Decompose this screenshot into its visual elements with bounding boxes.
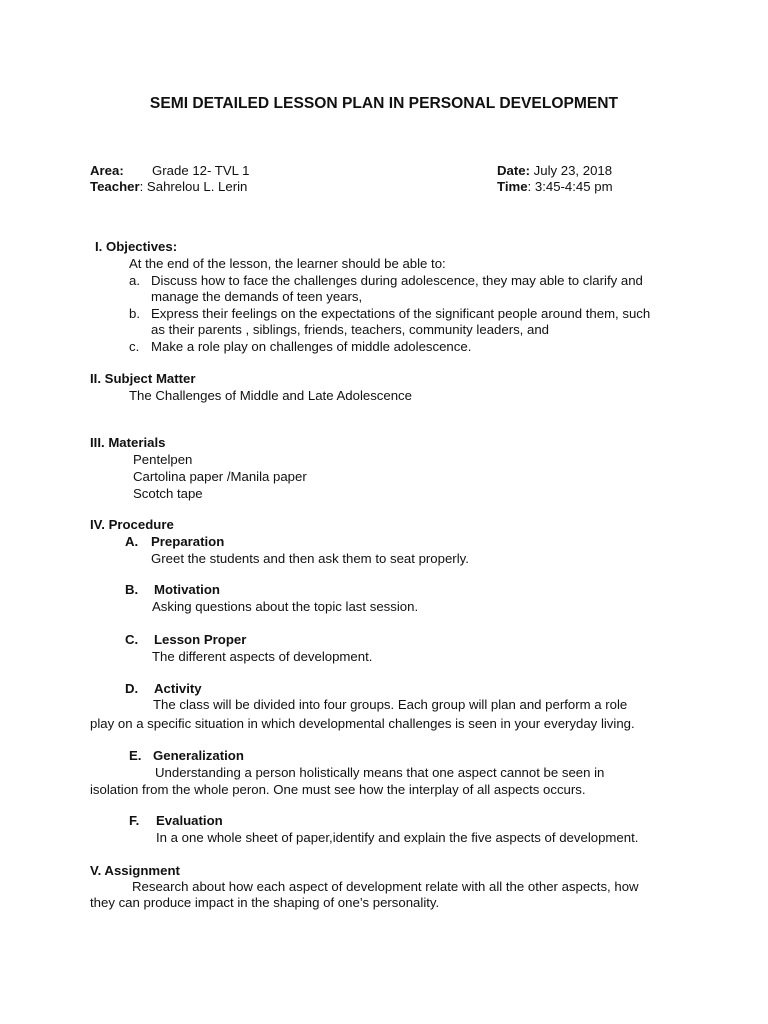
procedure-step-a-text: Greet the students and then ask them to seat properly.: [151, 551, 469, 566]
procedure-step-d-text-line2: play on a specific situation in which developmental challenges is seen in your everyday living.: [90, 716, 635, 731]
procedure-step-a-heading: Preparation: [151, 534, 225, 549]
assignment-text-line2: they can produce impact in the shaping of one’s personality.: [90, 895, 440, 910]
objective-item-a-line1: Discuss how to face the challenges during adolescence, they may able to clarify and: [151, 273, 643, 288]
document-title: SEMI DETAILED LESSON PLAN IN PERSONAL DEVELOPMENT: [149, 95, 619, 112]
procedure-step-b-text: Asking questions about the topic last session.: [152, 599, 419, 614]
procedure-step-e-letter: E.: [129, 748, 142, 763]
procedure-step-e-heading: Generalization: [153, 748, 244, 763]
procedure-step-f-heading: Evaluation: [156, 813, 223, 828]
objective-item-b-line2: as their parents , siblings, friends, teachers, community leaders, and: [151, 322, 550, 337]
procedure-step-e-text-line2: isolation from the whole peron. One must see how the interplay of all aspects occurs.: [90, 782, 586, 797]
objective-item-c-line1: Make a role play on challenges of middle adolescence.: [151, 339, 472, 354]
procedure-step-c-letter: C.: [125, 632, 139, 647]
procedure-heading: IV. Procedure: [90, 517, 174, 532]
objective-item-b-line1: Express their feelings on the expectations of the significant people around them, such: [151, 306, 651, 321]
assignment-heading: V. Assignment: [90, 863, 180, 878]
procedure-step-c-text: The different aspects of development.: [152, 649, 373, 664]
procedure-step-c-heading: Lesson Proper: [154, 632, 247, 647]
materials-heading: III. Materials: [90, 435, 166, 450]
objective-item-a-line2: manage the demands of teen years,: [151, 289, 363, 304]
objectives-heading: I. Objectives:: [95, 239, 178, 254]
area-value: Grade 12- TVL 1: [152, 163, 250, 178]
objective-item-c-letter: c.: [129, 339, 140, 354]
procedure-step-d-heading: Activity: [154, 681, 202, 696]
teacher-line: Teacher: Sahrelou L. Lerin: [90, 179, 248, 194]
procedure-step-a-title: A.: [125, 534, 139, 549]
objectives-intro: At the end of the lesson, the learner should be able to:: [129, 256, 446, 271]
objective-item-b-letter: b.: [129, 306, 140, 321]
subject-matter-text: The Challenges of Middle and Late Adolescence: [129, 388, 412, 403]
procedure-step-b-heading: Motivation: [154, 582, 220, 597]
materials-item: Scotch tape: [133, 486, 203, 501]
assignment-text-line1: Research about how each aspect of development relate with all the other aspects, how: [132, 879, 639, 894]
procedure-step-f-letter: F.: [129, 813, 140, 828]
procedure-step-b-letter: B.: [125, 582, 139, 597]
materials-item: Cartolina paper /Manila paper: [133, 469, 307, 484]
procedure-step-d-text-line1: The class will be divided into four groups. Each group will plan and perform a role: [153, 697, 628, 712]
time-line: Time: 3:45-4:45 pm: [497, 179, 613, 194]
area-label: Area:: [90, 163, 124, 178]
subject-matter-heading: II. Subject Matter: [90, 371, 196, 386]
procedure-step-f-text: In a one whole sheet of paper,identify and explain the five aspects of development.: [156, 830, 639, 845]
procedure-step-e-text-line1: Understanding a person holistically means that one aspect cannot be seen in: [155, 765, 605, 780]
materials-item: Pentelpen: [133, 452, 193, 467]
procedure-step-d-letter: D.: [125, 681, 139, 696]
date-line: Date: July 23, 2018: [497, 163, 613, 178]
objective-item-a-letter: a.: [129, 273, 140, 288]
